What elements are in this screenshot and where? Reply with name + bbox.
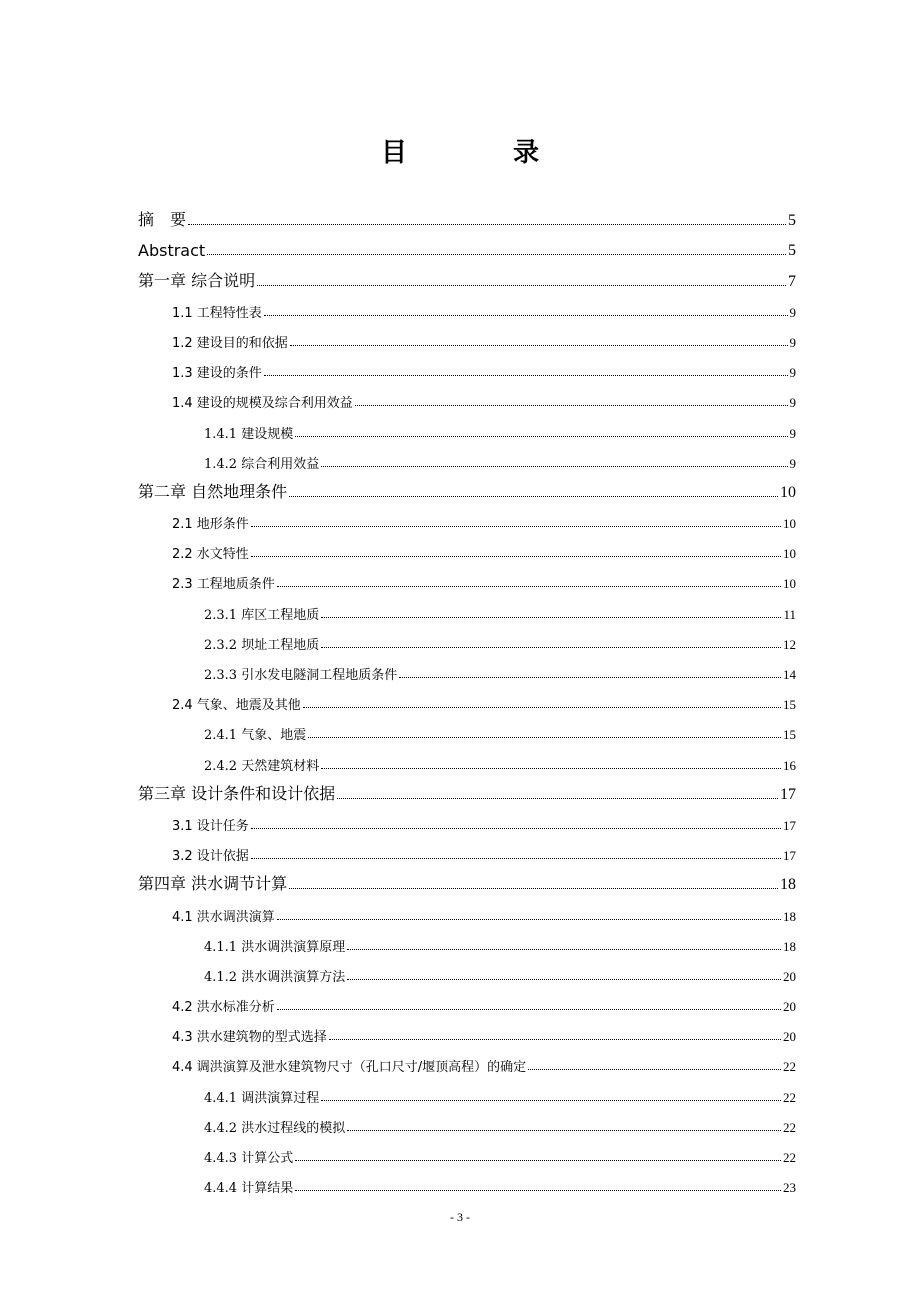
toc-entry-page: 22 bbox=[783, 1119, 796, 1135]
toc-entry-label: 1.1 工程特性表 bbox=[172, 302, 263, 321]
toc-entry[interactable] bbox=[138, 774, 796, 804]
toc-entry[interactable] bbox=[138, 653, 796, 683]
toc-leader-dots bbox=[295, 1159, 781, 1161]
toc-leader-dots bbox=[399, 676, 781, 678]
toc-entry-page: 12 bbox=[783, 636, 796, 652]
toc-entry-page: 18 bbox=[783, 908, 796, 924]
toc-entry-label: 第一章 综合说明 bbox=[138, 268, 256, 291]
toc-entry-label: 4.1.1 洪水调洪演算原理 bbox=[204, 936, 346, 955]
toc-leader-dots bbox=[264, 314, 788, 316]
toc-entry-label: 4.4.4 计算结果 bbox=[204, 1177, 294, 1196]
toc-leader-dots bbox=[337, 797, 778, 799]
toc-entry[interactable] bbox=[138, 1045, 796, 1075]
toc-entry-page: 9 bbox=[789, 334, 796, 350]
toc-leader-dots bbox=[277, 585, 781, 587]
toc-entry-label: 4.4 调洪演算及泄水建筑物尺寸（孔口尺寸/堰顶高程）的确定 bbox=[172, 1056, 527, 1075]
toc-leader-dots bbox=[303, 706, 781, 708]
toc-entry-page: 22 bbox=[783, 1059, 796, 1075]
toc-leader-dots bbox=[347, 948, 781, 950]
toc-entry-page: 20 bbox=[783, 968, 796, 984]
toc-entry[interactable] bbox=[138, 351, 796, 381]
toc-leader-dots bbox=[289, 887, 778, 889]
toc-entry-label: 4.1 洪水调洪演算 bbox=[172, 906, 276, 925]
toc-entry[interactable] bbox=[138, 532, 796, 562]
toc-leader-dots bbox=[321, 646, 781, 648]
toc-entry[interactable] bbox=[138, 834, 796, 864]
toc-entry-page: 9 bbox=[789, 425, 796, 441]
toc-entry-label: 1.2 建设目的和依据 bbox=[172, 332, 289, 351]
toc-entry-label: 第二章 自然地理条件 bbox=[138, 479, 288, 502]
toc-leader-dots bbox=[251, 555, 781, 557]
toc-entry[interactable] bbox=[138, 743, 796, 773]
toc-entry[interactable] bbox=[138, 472, 796, 502]
toc-leader-dots bbox=[207, 253, 786, 255]
toc-entry-label: 4.2 洪水标准分析 bbox=[172, 996, 276, 1015]
toc-leader-dots bbox=[321, 1099, 781, 1101]
toc-leader-dots bbox=[251, 857, 781, 859]
toc-entry-page: 22 bbox=[783, 1150, 796, 1165]
toc-leader-dots bbox=[257, 284, 786, 286]
toc-entry[interactable] bbox=[138, 381, 796, 411]
toc-entry-label: 2.4.1 气象、地震 bbox=[204, 724, 307, 743]
toc-leader-dots bbox=[347, 978, 781, 980]
toc-entry-label: 1.4.1 建设规模 bbox=[204, 423, 294, 442]
toc-entry-label: 2.3.2 坝址工程地质 bbox=[204, 634, 320, 653]
toc-entry-page: 14 bbox=[783, 667, 796, 682]
toc-entry-page: 11 bbox=[783, 606, 796, 622]
toc-entry[interactable] bbox=[138, 804, 796, 834]
toc-entry-label: 2.3.3 引水发电隧洞工程地质条件 bbox=[204, 664, 398, 683]
toc-entry-page: 9 bbox=[789, 365, 796, 381]
toc-leader-dots bbox=[295, 1189, 781, 1191]
toc-entry[interactable] bbox=[138, 411, 796, 441]
toc-entry-page: 20 bbox=[783, 1029, 796, 1045]
page-number: - 3 - bbox=[450, 1210, 470, 1224]
toc-entry-page: 9 bbox=[789, 455, 796, 471]
toc-leader-dots bbox=[264, 374, 788, 376]
toc-entry-label: 2.3.1 库区工程地质 bbox=[204, 604, 320, 623]
toc-entry-label: 2.4 气象、地震及其他 bbox=[172, 694, 302, 713]
toc-leader-dots bbox=[188, 223, 786, 225]
toc-entry[interactable] bbox=[138, 864, 796, 894]
toc-entry-page: 18 bbox=[783, 938, 796, 954]
toc-entry-page: 10 bbox=[783, 516, 796, 532]
toc-entry[interactable] bbox=[138, 592, 796, 622]
table-of-contents bbox=[138, 200, 796, 1196]
toc-entry-page: 5 bbox=[788, 242, 796, 260]
toc-entry[interactable] bbox=[138, 623, 796, 653]
toc-leader-dots bbox=[295, 435, 787, 437]
toc-entry-page: 23 bbox=[783, 1180, 796, 1196]
toc-leader-dots bbox=[321, 465, 787, 467]
toc-entry-label: 2.1 地形条件 bbox=[172, 513, 250, 532]
toc-entry[interactable] bbox=[138, 260, 796, 290]
toc-entry-label: 4.1.2 洪水调洪演算方法 bbox=[204, 966, 346, 985]
toc-entry-label: Abstract bbox=[138, 241, 206, 261]
toc-entry-page: 15 bbox=[783, 727, 796, 743]
toc-entry-page: 16 bbox=[783, 757, 796, 773]
toc-entry-page: 10 bbox=[783, 546, 796, 562]
toc-entry-label: 1.4 建设的规模及综合利用效益 bbox=[172, 392, 354, 411]
toc-leader-dots bbox=[347, 1129, 781, 1131]
toc-entry-page: 20 bbox=[783, 999, 796, 1015]
toc-entry[interactable] bbox=[138, 683, 796, 713]
toc-entry-page: 10 bbox=[783, 576, 796, 592]
toc-entry[interactable] bbox=[138, 1075, 796, 1105]
toc-entry-page: 7 bbox=[788, 272, 796, 290]
toc-entry-page: 5 bbox=[788, 212, 796, 230]
toc-entry[interactable] bbox=[138, 985, 796, 1015]
toc-entry-page: 22 bbox=[783, 1089, 796, 1105]
toc-leader-dots bbox=[277, 1008, 781, 1010]
toc-entry[interactable] bbox=[138, 562, 796, 592]
toc-entry-label: 2.3 工程地质条件 bbox=[172, 573, 276, 592]
toc-entry[interactable] bbox=[138, 442, 796, 472]
toc-entry-page: 18 bbox=[780, 876, 796, 894]
toc-entry-page: 17 bbox=[783, 817, 796, 833]
toc-entry[interactable] bbox=[138, 713, 796, 743]
toc-entry-label: 4.4.3 计算公式 bbox=[204, 1147, 294, 1166]
toc-entry[interactable] bbox=[138, 200, 796, 230]
toc-entry-page: 9 bbox=[789, 304, 796, 320]
toc-leader-dots bbox=[308, 736, 781, 738]
toc-leader-dots bbox=[321, 767, 781, 769]
toc-entry-label: 2.4.2 天然建筑材料 bbox=[204, 755, 320, 774]
toc-entry-page: 15 bbox=[783, 697, 796, 713]
toc-entry[interactable] bbox=[138, 955, 796, 985]
toc-entry-label: 第四章 洪水调节计算 bbox=[138, 871, 288, 894]
toc-leader-dots bbox=[528, 1068, 781, 1070]
toc-entry[interactable] bbox=[138, 321, 796, 351]
toc-entry-page: 10 bbox=[780, 483, 796, 501]
toc-entry-label: 4.4.2 洪水过程线的模拟 bbox=[204, 1117, 346, 1136]
toc-entry[interactable] bbox=[138, 1106, 796, 1136]
toc-leader-dots bbox=[289, 495, 778, 497]
page-title: 目 录 bbox=[380, 138, 579, 168]
toc-entry-label: 4.3 洪水建筑物的型式选择 bbox=[172, 1026, 328, 1045]
toc-leader-dots bbox=[277, 918, 781, 920]
toc-entry[interactable] bbox=[138, 1015, 796, 1045]
toc-entry[interactable] bbox=[138, 894, 796, 924]
toc-leader-dots bbox=[321, 616, 781, 618]
toc-entry-label: 1.4.2 综合利用效益 bbox=[204, 453, 320, 472]
toc-entry-label: 1.3 建设的条件 bbox=[172, 362, 263, 381]
toc-entry[interactable] bbox=[138, 502, 796, 532]
toc-entry[interactable] bbox=[138, 230, 796, 260]
toc-entry[interactable] bbox=[138, 291, 796, 321]
toc-entry-label: 2.2 水文特性 bbox=[172, 543, 250, 562]
toc-leader-dots bbox=[251, 525, 781, 527]
toc-entry-label: 3.2 设计依据 bbox=[172, 845, 250, 864]
toc-entry-label: 4.4.1 调洪演算过程 bbox=[204, 1087, 320, 1106]
toc-entry-label: 第三章 设计条件和设计依据 bbox=[138, 781, 336, 804]
toc-entry-page: 9 bbox=[789, 395, 796, 411]
toc-entry-label: 摘 要 bbox=[138, 207, 187, 230]
toc-leader-dots bbox=[329, 1038, 781, 1040]
toc-entry[interactable] bbox=[138, 1136, 796, 1166]
toc-leader-dots bbox=[290, 344, 788, 346]
toc-entry[interactable] bbox=[138, 925, 796, 955]
toc-entry-label: 3.1 设计任务 bbox=[172, 815, 250, 834]
toc-leader-dots bbox=[355, 404, 788, 406]
toc-entry[interactable] bbox=[138, 1166, 796, 1196]
toc-entry-page: 17 bbox=[783, 848, 796, 864]
toc-leader-dots bbox=[251, 827, 781, 829]
toc-entry-page: 17 bbox=[780, 785, 796, 803]
